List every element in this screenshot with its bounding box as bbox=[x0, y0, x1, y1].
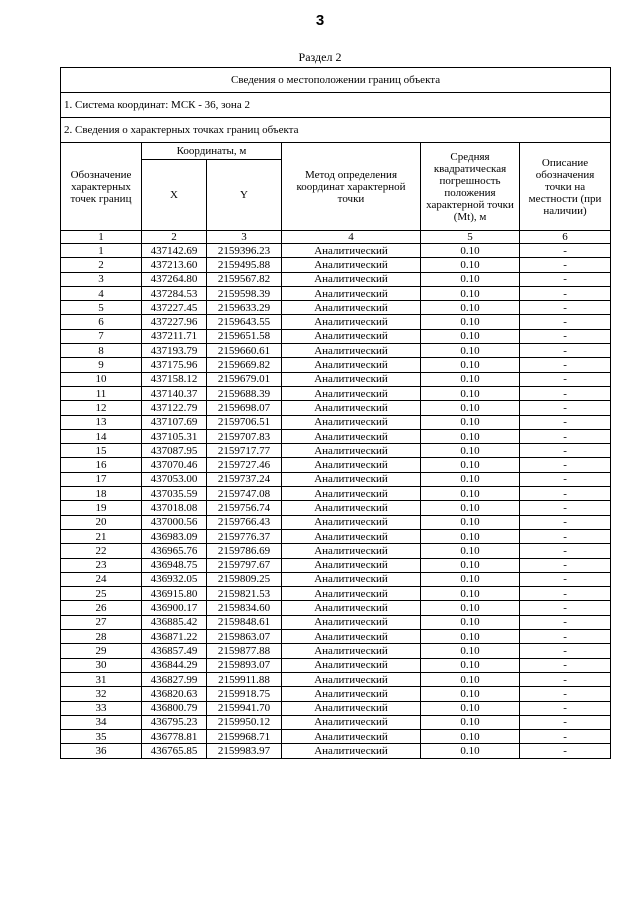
method-cell: Аналитический bbox=[282, 644, 421, 658]
header-coordinates: Координаты, м bbox=[142, 143, 282, 160]
table-row bbox=[61, 730, 611, 744]
table-row bbox=[61, 329, 611, 343]
error-cell: 0.10 bbox=[421, 315, 520, 329]
description-cell: - bbox=[520, 544, 611, 558]
x-coordinate-cell: 437227.45 bbox=[142, 301, 207, 315]
point-number-cell: 5 bbox=[61, 301, 142, 315]
y-coordinate-cell: 2159983.97 bbox=[207, 744, 282, 758]
y-coordinate-cell: 2159756.74 bbox=[207, 501, 282, 515]
y-coordinate-cell: 2159968.71 bbox=[207, 730, 282, 744]
error-cell: 0.10 bbox=[421, 744, 520, 758]
description-cell: - bbox=[520, 472, 611, 486]
y-coordinate-cell: 2159567.82 bbox=[207, 272, 282, 286]
description-cell: - bbox=[520, 315, 611, 329]
table-row bbox=[61, 458, 611, 472]
coordinate-system-row bbox=[61, 93, 611, 118]
error-cell: 0.10 bbox=[421, 701, 520, 715]
description-cell: - bbox=[520, 601, 611, 615]
point-number-cell: 36 bbox=[61, 744, 142, 758]
point-number-cell: 7 bbox=[61, 329, 142, 343]
error-cell: 0.10 bbox=[421, 401, 520, 415]
method-cell: Аналитический bbox=[282, 258, 421, 272]
method-cell: Аналитический bbox=[282, 244, 421, 258]
x-coordinate-cell: 436900.17 bbox=[142, 601, 207, 615]
method-cell: Аналитический bbox=[282, 615, 421, 629]
header-method: Метод определения координат характерной точки bbox=[282, 143, 421, 231]
x-coordinate-cell: 436827.99 bbox=[142, 672, 207, 686]
x-coordinate-cell: 437175.96 bbox=[142, 358, 207, 372]
error-cell: 0.10 bbox=[421, 329, 520, 343]
error-cell: 0.10 bbox=[421, 630, 520, 644]
method-cell: Аналитический bbox=[282, 515, 421, 529]
table-row bbox=[61, 487, 611, 501]
table-row bbox=[61, 687, 611, 701]
boundary-points-table bbox=[60, 67, 611, 759]
x-coordinate-cell: 436948.75 bbox=[142, 558, 207, 572]
error-cell: 0.10 bbox=[421, 601, 520, 615]
description-cell: - bbox=[520, 444, 611, 458]
point-number-cell: 18 bbox=[61, 487, 142, 501]
y-coordinate-cell: 2159776.37 bbox=[207, 529, 282, 543]
table-row bbox=[61, 272, 611, 286]
method-cell: Аналитический bbox=[282, 286, 421, 300]
column-number: 5 bbox=[421, 231, 520, 244]
x-coordinate-cell: 437140.37 bbox=[142, 386, 207, 400]
y-coordinate-cell: 2159766.43 bbox=[207, 515, 282, 529]
x-coordinate-cell: 437142.69 bbox=[142, 244, 207, 258]
x-coordinate-cell: 437070.46 bbox=[142, 458, 207, 472]
table-row bbox=[61, 415, 611, 429]
x-coordinate-cell: 436800.79 bbox=[142, 701, 207, 715]
error-cell: 0.10 bbox=[421, 429, 520, 443]
error-cell: 0.10 bbox=[421, 572, 520, 586]
column-number-row bbox=[61, 231, 611, 244]
y-coordinate-cell: 2159495.88 bbox=[207, 258, 282, 272]
table-row bbox=[61, 515, 611, 529]
table-row bbox=[61, 315, 611, 329]
x-coordinate-cell: 437053.00 bbox=[142, 472, 207, 486]
y-coordinate-cell: 2159396.23 bbox=[207, 244, 282, 258]
point-number-cell: 12 bbox=[61, 401, 142, 415]
point-number-cell: 25 bbox=[61, 587, 142, 601]
error-cell: 0.10 bbox=[421, 501, 520, 515]
table-row bbox=[61, 630, 611, 644]
point-number-cell: 8 bbox=[61, 344, 142, 358]
error-cell: 0.10 bbox=[421, 730, 520, 744]
y-coordinate-cell: 2159797.67 bbox=[207, 558, 282, 572]
table-row bbox=[61, 587, 611, 601]
x-coordinate-cell: 437107.69 bbox=[142, 415, 207, 429]
x-coordinate-cell: 437211.71 bbox=[142, 329, 207, 343]
method-cell: Аналитический bbox=[282, 444, 421, 458]
description-cell: - bbox=[520, 386, 611, 400]
error-cell: 0.10 bbox=[421, 286, 520, 300]
description-cell: - bbox=[520, 429, 611, 443]
x-coordinate-cell: 437087.95 bbox=[142, 444, 207, 458]
method-cell: Аналитический bbox=[282, 730, 421, 744]
table-row bbox=[61, 472, 611, 486]
y-coordinate-cell: 2159941.70 bbox=[207, 701, 282, 715]
error-cell: 0.10 bbox=[421, 258, 520, 272]
method-cell: Аналитический bbox=[282, 487, 421, 501]
description-cell: - bbox=[520, 658, 611, 672]
method-cell: Аналитический bbox=[282, 315, 421, 329]
table-row bbox=[61, 701, 611, 715]
description-cell: - bbox=[520, 286, 611, 300]
table-row bbox=[61, 715, 611, 729]
error-cell: 0.10 bbox=[421, 301, 520, 315]
description-cell: - bbox=[520, 529, 611, 543]
description-cell: - bbox=[520, 730, 611, 744]
table-row bbox=[61, 429, 611, 443]
method-cell: Аналитический bbox=[282, 272, 421, 286]
method-cell: Аналитический bbox=[282, 458, 421, 472]
table-row bbox=[61, 601, 611, 615]
table-row bbox=[61, 258, 611, 272]
y-coordinate-cell: 2159786.69 bbox=[207, 544, 282, 558]
error-cell: 0.10 bbox=[421, 529, 520, 543]
method-cell: Аналитический bbox=[282, 472, 421, 486]
table-row bbox=[61, 401, 611, 415]
description-cell: - bbox=[520, 687, 611, 701]
method-cell: Аналитический bbox=[282, 386, 421, 400]
point-number-cell: 9 bbox=[61, 358, 142, 372]
point-number-cell: 35 bbox=[61, 730, 142, 744]
point-number-cell: 27 bbox=[61, 615, 142, 629]
error-cell: 0.10 bbox=[421, 715, 520, 729]
x-coordinate-cell: 436885.42 bbox=[142, 615, 207, 629]
y-coordinate-cell: 2159747.08 bbox=[207, 487, 282, 501]
point-number-cell: 3 bbox=[61, 272, 142, 286]
point-number-cell: 22 bbox=[61, 544, 142, 558]
table-row bbox=[61, 501, 611, 515]
x-coordinate-cell: 436820.63 bbox=[142, 687, 207, 701]
description-cell: - bbox=[520, 630, 611, 644]
x-coordinate-cell: 437122.79 bbox=[142, 401, 207, 415]
table-row bbox=[61, 301, 611, 315]
x-coordinate-cell: 437193.79 bbox=[142, 344, 207, 358]
y-coordinate-cell: 2159679.01 bbox=[207, 372, 282, 386]
description-cell: - bbox=[520, 487, 611, 501]
y-coordinate-cell: 2159809.25 bbox=[207, 572, 282, 586]
column-number: 4 bbox=[282, 231, 421, 244]
table-row bbox=[61, 244, 611, 258]
method-cell: Аналитический bbox=[282, 544, 421, 558]
method-cell: Аналитический bbox=[282, 687, 421, 701]
point-number-cell: 20 bbox=[61, 515, 142, 529]
description-cell: - bbox=[520, 415, 611, 429]
x-coordinate-cell: 437227.96 bbox=[142, 315, 207, 329]
x-coordinate-cell: 437018.08 bbox=[142, 501, 207, 515]
error-cell: 0.10 bbox=[421, 687, 520, 701]
point-number-cell: 19 bbox=[61, 501, 142, 515]
point-number-cell: 23 bbox=[61, 558, 142, 572]
y-coordinate-cell: 2159918.75 bbox=[207, 687, 282, 701]
y-coordinate-cell: 2159893.07 bbox=[207, 658, 282, 672]
header-row-1 bbox=[61, 143, 611, 160]
method-cell: Аналитический bbox=[282, 344, 421, 358]
description-cell: - bbox=[520, 244, 611, 258]
error-cell: 0.10 bbox=[421, 487, 520, 501]
header-error: Средняя квадратическая погрешность положения характерной точки (Mt), м bbox=[421, 143, 520, 231]
x-coordinate-cell: 436932.05 bbox=[142, 572, 207, 586]
y-coordinate-cell: 2159821.53 bbox=[207, 587, 282, 601]
table-row bbox=[61, 572, 611, 586]
y-coordinate-cell: 2159598.39 bbox=[207, 286, 282, 300]
description-cell: - bbox=[520, 572, 611, 586]
column-number: 6 bbox=[520, 231, 611, 244]
coordinate-system: 1. Система координат: МСК - 36, зона 2 bbox=[61, 93, 611, 118]
y-coordinate-cell: 2159911.88 bbox=[207, 672, 282, 686]
y-coordinate-cell: 2159717.77 bbox=[207, 444, 282, 458]
point-number-cell: 16 bbox=[61, 458, 142, 472]
table-body bbox=[61, 68, 611, 759]
header-description: Описание обозначения точки на местности (при наличии) bbox=[520, 143, 611, 231]
section-title: Раздел 2 bbox=[298, 50, 342, 64]
description-cell: - bbox=[520, 344, 611, 358]
column-number: 1 bbox=[61, 231, 142, 244]
method-cell: Аналитический bbox=[282, 558, 421, 572]
error-cell: 0.10 bbox=[421, 386, 520, 400]
table-row bbox=[61, 544, 611, 558]
table-row bbox=[61, 744, 611, 758]
y-coordinate-cell: 2159660.61 bbox=[207, 344, 282, 358]
description-cell: - bbox=[520, 358, 611, 372]
y-coordinate-cell: 2159669.82 bbox=[207, 358, 282, 372]
method-cell: Аналитический bbox=[282, 658, 421, 672]
table-title-row bbox=[61, 68, 611, 93]
error-cell: 0.10 bbox=[421, 544, 520, 558]
error-cell: 0.10 bbox=[421, 615, 520, 629]
y-coordinate-cell: 2159950.12 bbox=[207, 715, 282, 729]
error-cell: 0.10 bbox=[421, 372, 520, 386]
point-number-cell: 2 bbox=[61, 258, 142, 272]
x-coordinate-cell: 437284.53 bbox=[142, 286, 207, 300]
y-coordinate-cell: 2159651.58 bbox=[207, 329, 282, 343]
error-cell: 0.10 bbox=[421, 658, 520, 672]
y-coordinate-cell: 2159698.07 bbox=[207, 401, 282, 415]
method-cell: Аналитический bbox=[282, 415, 421, 429]
x-coordinate-cell: 437000.56 bbox=[142, 515, 207, 529]
description-cell: - bbox=[520, 401, 611, 415]
table-row bbox=[61, 672, 611, 686]
description-cell: - bbox=[520, 458, 611, 472]
table-title: Сведения о местоположении границ объекта bbox=[61, 68, 611, 93]
x-coordinate-cell: 436871.22 bbox=[142, 630, 207, 644]
description-cell: - bbox=[520, 372, 611, 386]
error-cell: 0.10 bbox=[421, 244, 520, 258]
x-coordinate-cell: 437035.59 bbox=[142, 487, 207, 501]
point-number-cell: 21 bbox=[61, 529, 142, 543]
point-number-cell: 13 bbox=[61, 415, 142, 429]
y-coordinate-cell: 2159643.55 bbox=[207, 315, 282, 329]
points-heading-row bbox=[61, 118, 611, 143]
x-coordinate-cell: 437264.80 bbox=[142, 272, 207, 286]
method-cell: Аналитический bbox=[282, 715, 421, 729]
x-coordinate-cell: 437105.31 bbox=[142, 429, 207, 443]
method-cell: Аналитический bbox=[282, 372, 421, 386]
x-coordinate-cell: 436965.76 bbox=[142, 544, 207, 558]
y-coordinate-cell: 2159633.29 bbox=[207, 301, 282, 315]
point-number-cell: 26 bbox=[61, 601, 142, 615]
description-cell: - bbox=[520, 272, 611, 286]
x-coordinate-cell: 436778.81 bbox=[142, 730, 207, 744]
error-cell: 0.10 bbox=[421, 558, 520, 572]
description-cell: - bbox=[520, 744, 611, 758]
method-cell: Аналитический bbox=[282, 529, 421, 543]
method-cell: Аналитический bbox=[282, 329, 421, 343]
point-number-cell: 1 bbox=[61, 244, 142, 258]
table-row bbox=[61, 615, 611, 629]
error-cell: 0.10 bbox=[421, 415, 520, 429]
error-cell: 0.10 bbox=[421, 358, 520, 372]
point-number-cell: 29 bbox=[61, 644, 142, 658]
y-coordinate-cell: 2159834.60 bbox=[207, 601, 282, 615]
method-cell: Аналитический bbox=[282, 429, 421, 443]
page-number: 3 bbox=[315, 12, 325, 29]
x-coordinate-cell: 436795.23 bbox=[142, 715, 207, 729]
table-row bbox=[61, 658, 611, 672]
column-number: 2 bbox=[142, 231, 207, 244]
table-row bbox=[61, 644, 611, 658]
error-cell: 0.10 bbox=[421, 458, 520, 472]
table-row bbox=[61, 444, 611, 458]
description-cell: - bbox=[520, 515, 611, 529]
table-row bbox=[61, 558, 611, 572]
point-number-cell: 4 bbox=[61, 286, 142, 300]
method-cell: Аналитический bbox=[282, 744, 421, 758]
description-cell: - bbox=[520, 587, 611, 601]
x-coordinate-cell: 436983.09 bbox=[142, 529, 207, 543]
y-coordinate-cell: 2159863.07 bbox=[207, 630, 282, 644]
y-coordinate-cell: 2159737.24 bbox=[207, 472, 282, 486]
point-number-cell: 30 bbox=[61, 658, 142, 672]
point-number-cell: 11 bbox=[61, 386, 142, 400]
error-cell: 0.10 bbox=[421, 272, 520, 286]
y-coordinate-cell: 2159688.39 bbox=[207, 386, 282, 400]
table-row bbox=[61, 529, 611, 543]
point-number-cell: 34 bbox=[61, 715, 142, 729]
description-cell: - bbox=[520, 672, 611, 686]
x-coordinate-cell: 437158.12 bbox=[142, 372, 207, 386]
description-cell: - bbox=[520, 615, 611, 629]
point-number-cell: 14 bbox=[61, 429, 142, 443]
description-cell: - bbox=[520, 558, 611, 572]
point-number-cell: 10 bbox=[61, 372, 142, 386]
point-number-cell: 17 bbox=[61, 472, 142, 486]
description-cell: - bbox=[520, 501, 611, 515]
description-cell: - bbox=[520, 301, 611, 315]
y-coordinate-cell: 2159877.88 bbox=[207, 644, 282, 658]
header-y: Y bbox=[207, 160, 282, 231]
error-cell: 0.10 bbox=[421, 644, 520, 658]
table-row bbox=[61, 358, 611, 372]
method-cell: Аналитический bbox=[282, 572, 421, 586]
table-row bbox=[61, 372, 611, 386]
method-cell: Аналитический bbox=[282, 601, 421, 615]
error-cell: 0.10 bbox=[421, 587, 520, 601]
point-number-cell: 33 bbox=[61, 701, 142, 715]
table-row bbox=[61, 386, 611, 400]
y-coordinate-cell: 2159706.51 bbox=[207, 415, 282, 429]
method-cell: Аналитический bbox=[282, 401, 421, 415]
header-x: X bbox=[142, 160, 207, 231]
x-coordinate-cell: 436765.85 bbox=[142, 744, 207, 758]
x-coordinate-cell: 436857.49 bbox=[142, 644, 207, 658]
x-coordinate-cell: 436844.29 bbox=[142, 658, 207, 672]
error-cell: 0.10 bbox=[421, 472, 520, 486]
table-row bbox=[61, 344, 611, 358]
point-number-cell: 31 bbox=[61, 672, 142, 686]
method-cell: Аналитический bbox=[282, 358, 421, 372]
method-cell: Аналитический bbox=[282, 501, 421, 515]
method-cell: Аналитический bbox=[282, 587, 421, 601]
x-coordinate-cell: 436915.80 bbox=[142, 587, 207, 601]
point-number-cell: 32 bbox=[61, 687, 142, 701]
y-coordinate-cell: 2159848.61 bbox=[207, 615, 282, 629]
error-cell: 0.10 bbox=[421, 344, 520, 358]
point-number-cell: 24 bbox=[61, 572, 142, 586]
error-cell: 0.10 bbox=[421, 515, 520, 529]
header-point: Обозначение характерных точек границ bbox=[61, 143, 142, 231]
column-number: 3 bbox=[207, 231, 282, 244]
error-cell: 0.10 bbox=[421, 444, 520, 458]
point-number-cell: 28 bbox=[61, 630, 142, 644]
method-cell: Аналитический bbox=[282, 630, 421, 644]
point-number-cell: 6 bbox=[61, 315, 142, 329]
description-cell: - bbox=[520, 644, 611, 658]
points-heading: 2. Сведения о характерных точках границ объекта bbox=[61, 118, 611, 143]
y-coordinate-cell: 2159707.83 bbox=[207, 429, 282, 443]
description-cell: - bbox=[520, 329, 611, 343]
description-cell: - bbox=[520, 258, 611, 272]
method-cell: Аналитический bbox=[282, 301, 421, 315]
x-coordinate-cell: 437213.60 bbox=[142, 258, 207, 272]
method-cell: Аналитический bbox=[282, 701, 421, 715]
table-row bbox=[61, 286, 611, 300]
y-coordinate-cell: 2159727.46 bbox=[207, 458, 282, 472]
error-cell: 0.10 bbox=[421, 672, 520, 686]
description-cell: - bbox=[520, 715, 611, 729]
method-cell: Аналитический bbox=[282, 672, 421, 686]
point-number-cell: 15 bbox=[61, 444, 142, 458]
description-cell: - bbox=[520, 701, 611, 715]
